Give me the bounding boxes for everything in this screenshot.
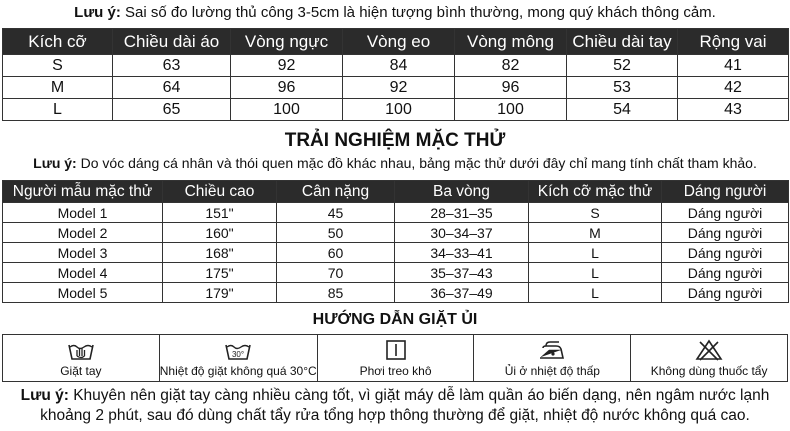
washing-note-line-1 [0,386,790,406]
iron-low-icon [537,339,567,361]
cell: M [529,223,662,243]
header-tried-size: Kích cỡ mặc thử [529,181,662,203]
cell: S [529,203,662,223]
cell: 64 [113,77,231,99]
care-item-wash-30 [160,335,318,381]
fitting-table [2,180,789,303]
cell: 34–33–41 [395,243,529,263]
cell: 30–34–37 [395,223,529,243]
care-label: Ủi ở nhiệt độ thấp [504,364,600,378]
table-row [3,77,789,99]
fitting-section-title: TRẢI NGHIỆM MẶC THỬ [284,130,506,151]
care-instructions [2,334,788,382]
cell: 160" [163,223,277,243]
cell: Dáng người [662,283,789,303]
wash-temperature: 30° [232,350,245,359]
note-label: Lưu ý: [20,387,69,404]
cell: 85 [277,283,395,303]
cell: 35–37–43 [395,263,529,283]
washing-note-line-2: khoảng 2 phút, sau đó dùng chất tẩy rửa tổng hợp thông thường để giặt, nhiệt độ nước không quá cao. [40,407,750,424]
cell: Dáng người [662,223,789,243]
table-row [3,263,789,283]
hand-wash-icon [66,339,96,361]
header-length: Chiều dài áo [113,29,231,55]
cell: 60 [277,243,395,263]
cell: 42 [678,77,789,99]
note-label: Lưu ý: [33,155,77,171]
cell: L [529,243,662,263]
cell: 82 [455,55,567,77]
cell: 41 [678,55,789,77]
cell: L [529,263,662,283]
cell: 53 [567,77,678,99]
care-label: Phơi treo khô [359,364,432,378]
care-item-hand-wash [3,335,160,381]
cell: 28–31–35 [395,203,529,223]
cell: Model 4 [3,263,163,283]
cell: 96 [455,77,567,99]
cell: 179" [163,283,277,303]
size-table-header [3,29,789,55]
cell: 36–37–49 [395,283,529,303]
cell: 70 [277,263,395,283]
header-model: Người mẫu mặc thử [3,181,163,203]
table-row [3,243,789,263]
header-waist: Vòng eo [343,29,455,55]
cell: 100 [343,99,455,121]
header-height: Chiều cao [163,181,277,203]
care-item-no-bleach [631,335,787,381]
care-label: Nhiệt độ giặt không quá 30°C [159,364,317,378]
cell: 92 [231,55,343,77]
care-label: Không dùng thuốc tẩy [650,364,768,378]
cell: 175" [163,263,277,283]
table-row [3,203,789,223]
cell: 100 [231,99,343,121]
no-bleach-icon [694,339,724,361]
cell: 92 [343,77,455,99]
care-item-iron-low [474,335,631,381]
note-label: Lưu ý: [74,4,121,21]
header-shoulder: Rộng vai [678,29,789,55]
table-row [3,99,789,121]
fitting-note [0,155,790,171]
cell: Model 3 [3,243,163,263]
note-text: Khuyên nên giặt tay càng nhiều càng tốt, vì giặt máy dễ làm quần áo biến dạng, nên ngâm nước lạnh [68,387,770,404]
size-table [2,28,789,121]
header-chest: Vòng ngực [231,29,343,55]
cell: Model 5 [3,283,163,303]
cell: M [3,77,113,99]
note-text: Do vóc dáng cá nhân và thói quen mặc đồ khác nhau, bảng mặc thử dưới đây chỉ mang tính chất tham khảo. [76,155,757,171]
cell: 100 [455,99,567,121]
cell: 45 [277,203,395,223]
cell: Dáng người [662,263,789,283]
cell: 54 [567,99,678,121]
cell: Dáng người [662,243,789,263]
header-size: Kích cỡ [3,29,113,55]
cell: 84 [343,55,455,77]
header-measurements: Ba vòng [395,181,529,203]
cell: S [3,55,113,77]
header-body-shape: Dáng người [662,181,789,203]
care-item-line-dry [318,335,475,381]
cell: 52 [567,55,678,77]
table-row [3,55,789,77]
washing-note [0,386,790,426]
care-section-title: HƯỚNG DẪN GIẶT ỦI [312,311,478,328]
table-row [3,283,789,303]
wash-30-icon [223,339,253,361]
cell: Dáng người [662,203,789,223]
table-row [3,223,789,243]
cell: 43 [678,99,789,121]
cell: 63 [113,55,231,77]
cell: 151" [163,203,277,223]
line-dry-icon [385,339,407,361]
fitting-table-header [3,181,789,203]
cell: Model 2 [3,223,163,243]
header-sleeve: Chiều dài tay [567,29,678,55]
cell: 96 [231,77,343,99]
header-hip: Vòng mông [455,29,567,55]
measurement-note [0,4,790,21]
cell: 50 [277,223,395,243]
cell: L [3,99,113,121]
cell: L [529,283,662,303]
cell: 168" [163,243,277,263]
care-label: Giặt tay [60,364,102,378]
cell: 65 [113,99,231,121]
header-weight: Cân nặng [277,181,395,203]
note-text: Sai số đo lường thủ công 3-5cm là hiện tượng bình thường, mong quý khách thông cảm. [120,4,716,21]
cell: Model 1 [3,203,163,223]
